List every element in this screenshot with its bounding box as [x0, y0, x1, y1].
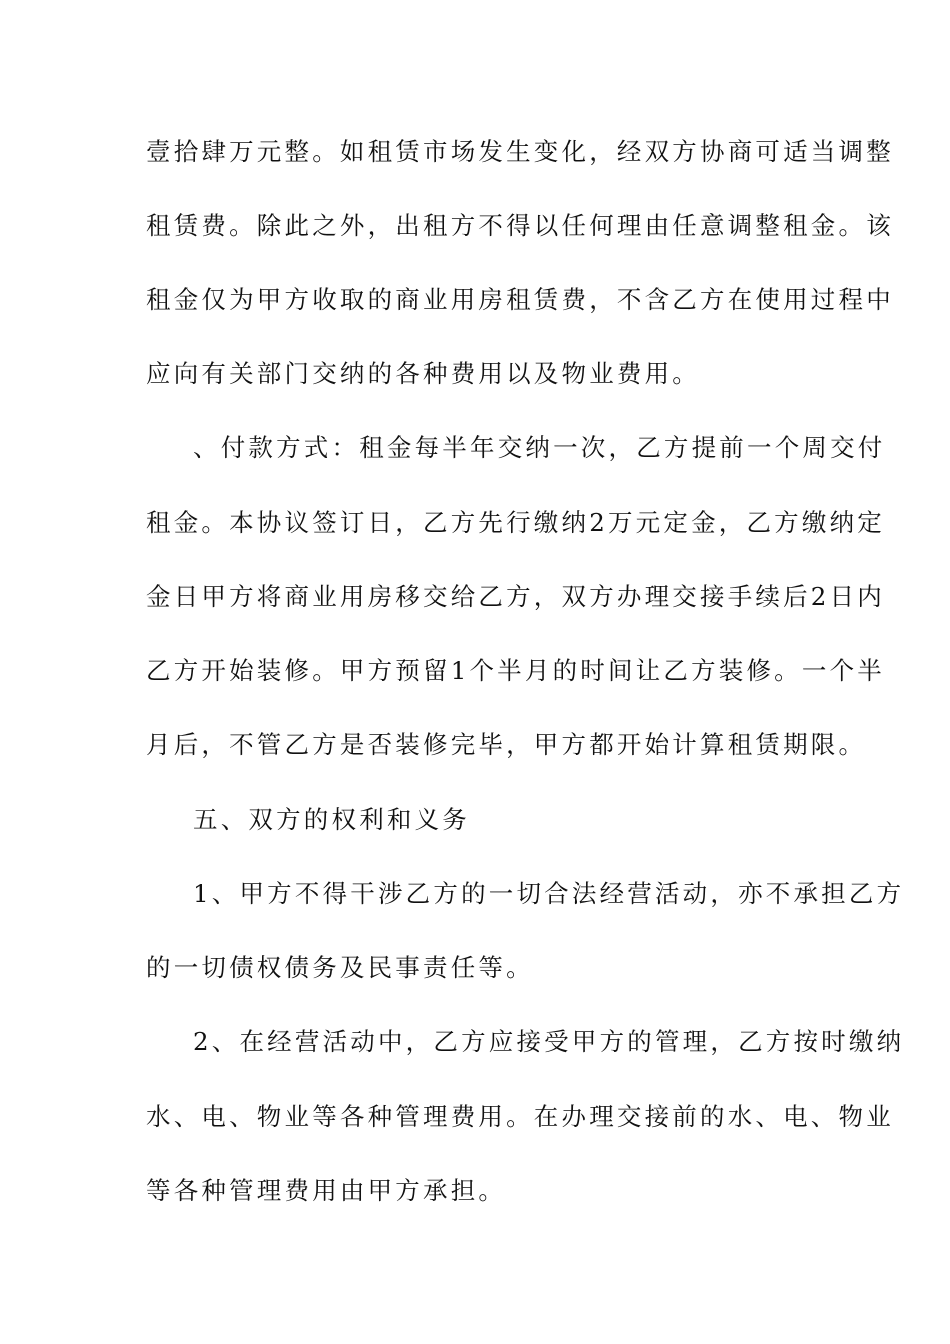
paragraph-line: 租金仅为甲方收取的商业用房租赁费，不含乙方在使用过程中 — [146, 285, 894, 314]
paragraph-line: 等各种管理费用由甲方承担。 — [146, 1176, 507, 1205]
paragraph-line: 的一切债权债务及民事责任等。 — [146, 953, 534, 982]
paragraph-line: 月后，不管乙方是否装修完毕，甲方都开始计算租赁期限。 — [146, 730, 867, 759]
paragraph-line: 租金。本协议签订日，乙方先行缴纳2万元定金，乙方缴纳定 — [146, 508, 885, 537]
paragraph-line: 租赁费。除此之外，出租方不得以任何理由任意调整租金。该 — [146, 211, 894, 240]
paragraph-line: 1、甲方不得干涉乙方的一切合法经营活动，亦不承担乙方 — [193, 879, 905, 908]
paragraph-line: 乙方开始装修。甲方预留1个半月的时间让乙方装修。一个半 — [146, 656, 885, 685]
paragraph-line: 2、在经营活动中，乙方应接受甲方的管理，乙方按时缴纳 — [193, 1027, 905, 1056]
paragraph-line: 应向有关部门交纳的各种费用以及物业费用。 — [146, 359, 700, 388]
section-heading: 五、双方的权利和义务 — [193, 805, 470, 834]
paragraph-line: 水、电、物业等各种管理费用。在办理交接前的水、电、物业 — [146, 1102, 894, 1131]
paragraph-line: 、付款方式：租金每半年交纳一次，乙方提前一个周交付 — [193, 433, 886, 462]
paragraph-line: 金日甲方将商业用房移交给乙方，双方办理交接手续后2日内 — [146, 582, 885, 611]
paragraph-line: 壹拾肆万元整。如租赁市场发生变化，经双方协商可适当调整 — [146, 137, 894, 166]
